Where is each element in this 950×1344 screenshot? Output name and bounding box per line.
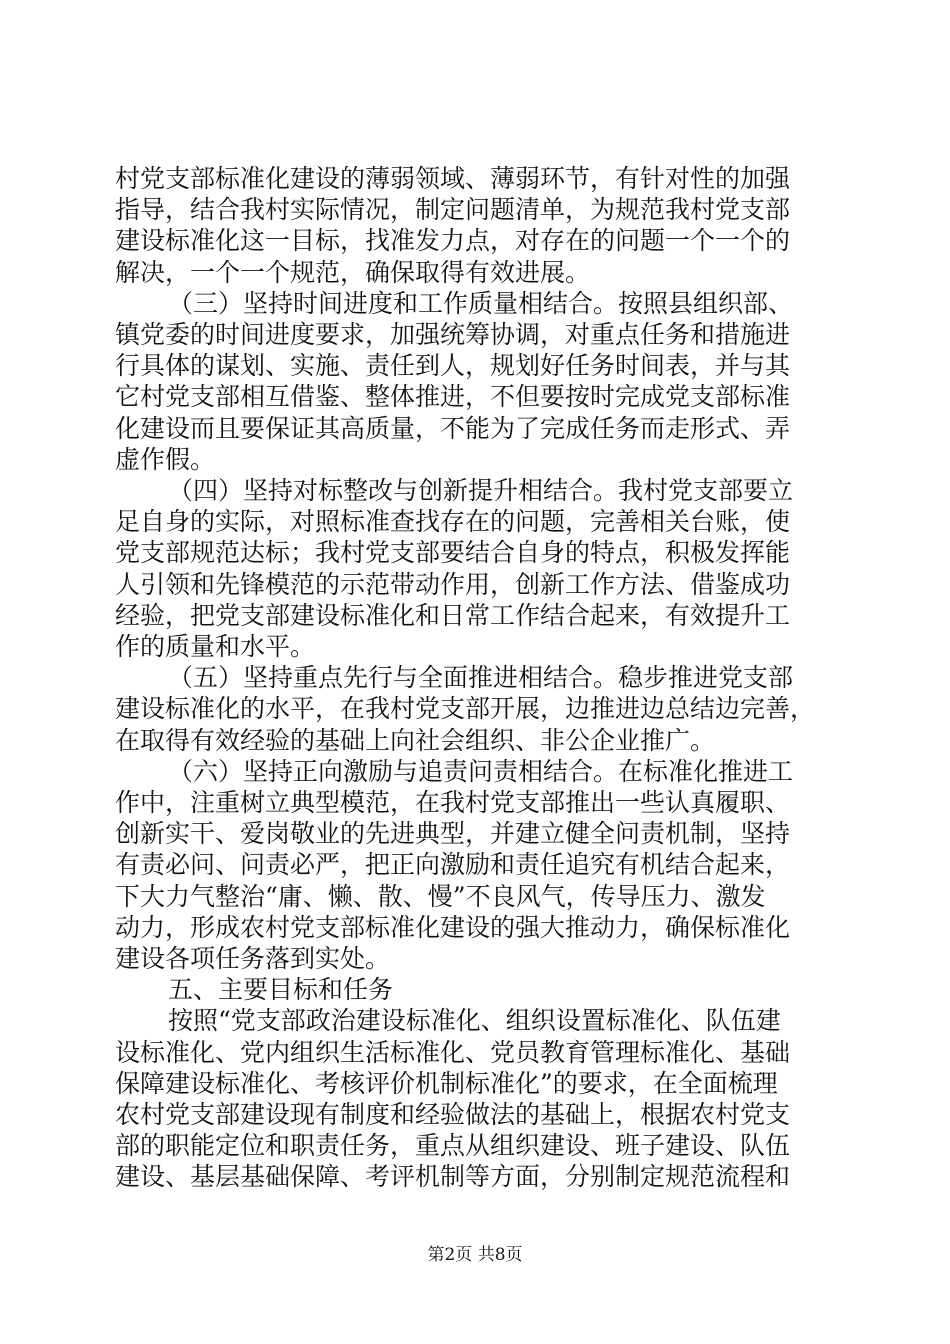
text-line: 在取得有效经验的基础上向社会组织、非公企业推广。	[115, 725, 716, 755]
text-line: 动力，形成农村党支部标准化建设的强大推动力，确保标准化	[115, 912, 791, 942]
paragraph-heading-5: （五）坚持重点先行与全面推进相结合。稳步推进党支部	[168, 663, 794, 693]
text-line: 人引领和先锋模范的示范带动作用，创新工作方法、借鉴成功	[115, 569, 791, 599]
text-line: 创新实干、爱岗敬业的先进典型，并建立健全问责机制，坚持	[115, 819, 791, 849]
text-line: 村党支部标准化建设的薄弱领域、薄弱环节，有针对性的加强	[115, 164, 791, 193]
text-line: 行具体的谋划、实施、责任到人，规划好任务时间表，并与其	[115, 351, 791, 381]
text-line: 有责必问、问责必严，把正向激励和责任追究有机结合起来，	[115, 850, 791, 880]
text-line: 建设标准化这一目标，找准发力点，对存在的问题一个一个的	[115, 226, 791, 256]
paragraph-heading-6: （六）坚持正向激励与追责问责相结合。在标准化推进工	[168, 756, 794, 786]
paragraph-heading-4: （四）坚持对标整改与创新提升相结合。我村党支部要立	[168, 476, 794, 505]
page-number-label: 第2页 共8页	[427, 1245, 523, 1265]
text-line: 指导，结合我村实际情况，制定问题清单，为规范我村党支部	[115, 195, 791, 225]
text-line: 设标准化、党内组织生活标准化、党员教育管理标准化、基础	[115, 1037, 791, 1067]
text-line: 化建设而且要保证其高质量，不能为了完成任务而走形式、弄	[115, 413, 791, 443]
text-line: 按照“党支部政治建设标准化、组织设置标准化、队伍建	[168, 1006, 781, 1036]
text-line: 虚作假。	[115, 444, 216, 474]
text-line: 镇党委的时间进度要求，加强统筹协调，对重点任务和措施进	[115, 320, 791, 349]
text-line: 农村党支部建设现有制度和经验做法的基础上，根据农村党支	[115, 1100, 791, 1129]
text-line: 党支部规范达标；我村党支部要结合自身的特点，积极发挥能	[115, 538, 791, 568]
text-line: 下大力气整治“庸、懒、散、慢”不良风气，传导压力、激发	[115, 881, 766, 911]
text-line: 它村党支部相互借鉴、整体推进，不但要按时完成党支部标准	[115, 382, 791, 412]
text-line: 建设各项任务落到实处。	[115, 944, 391, 973]
paragraph-heading-3: （三）坚持时间进度和工作质量相结合。按照县组织部、	[168, 288, 794, 318]
text-line: 作的质量和水平。	[115, 632, 316, 661]
text-line: 作中，注重树立典型模范，在我村党支部推出一些认真履职、	[115, 788, 791, 817]
text-line: 建设标准化的水平，在我村党支部开展，边推进边总结边完善，	[115, 694, 816, 724]
text-line: 足自身的实际，对照标准查找存在的问题，完善相关台账，使	[115, 507, 791, 537]
text-line: 部的职能定位和职责任务，重点从组织建设、班子建设、队伍	[115, 1131, 791, 1161]
text-line: 保障建设标准化、考核评价机制标准化”的要求，在全面梳理	[115, 1068, 778, 1098]
page-footer	[0, 1244, 950, 1266]
text-line: 建设、基层基础保障、考评机制等方面，分别制定规范流程和	[115, 1162, 791, 1192]
text-line: 经验，把党支部建设标准化和日常工作结合起来，有效提升工	[115, 600, 791, 630]
text-line: 解决，一个一个规范，确保取得有效进展。	[115, 257, 591, 287]
section-heading: 五、主要目标和任务	[168, 975, 394, 1005]
